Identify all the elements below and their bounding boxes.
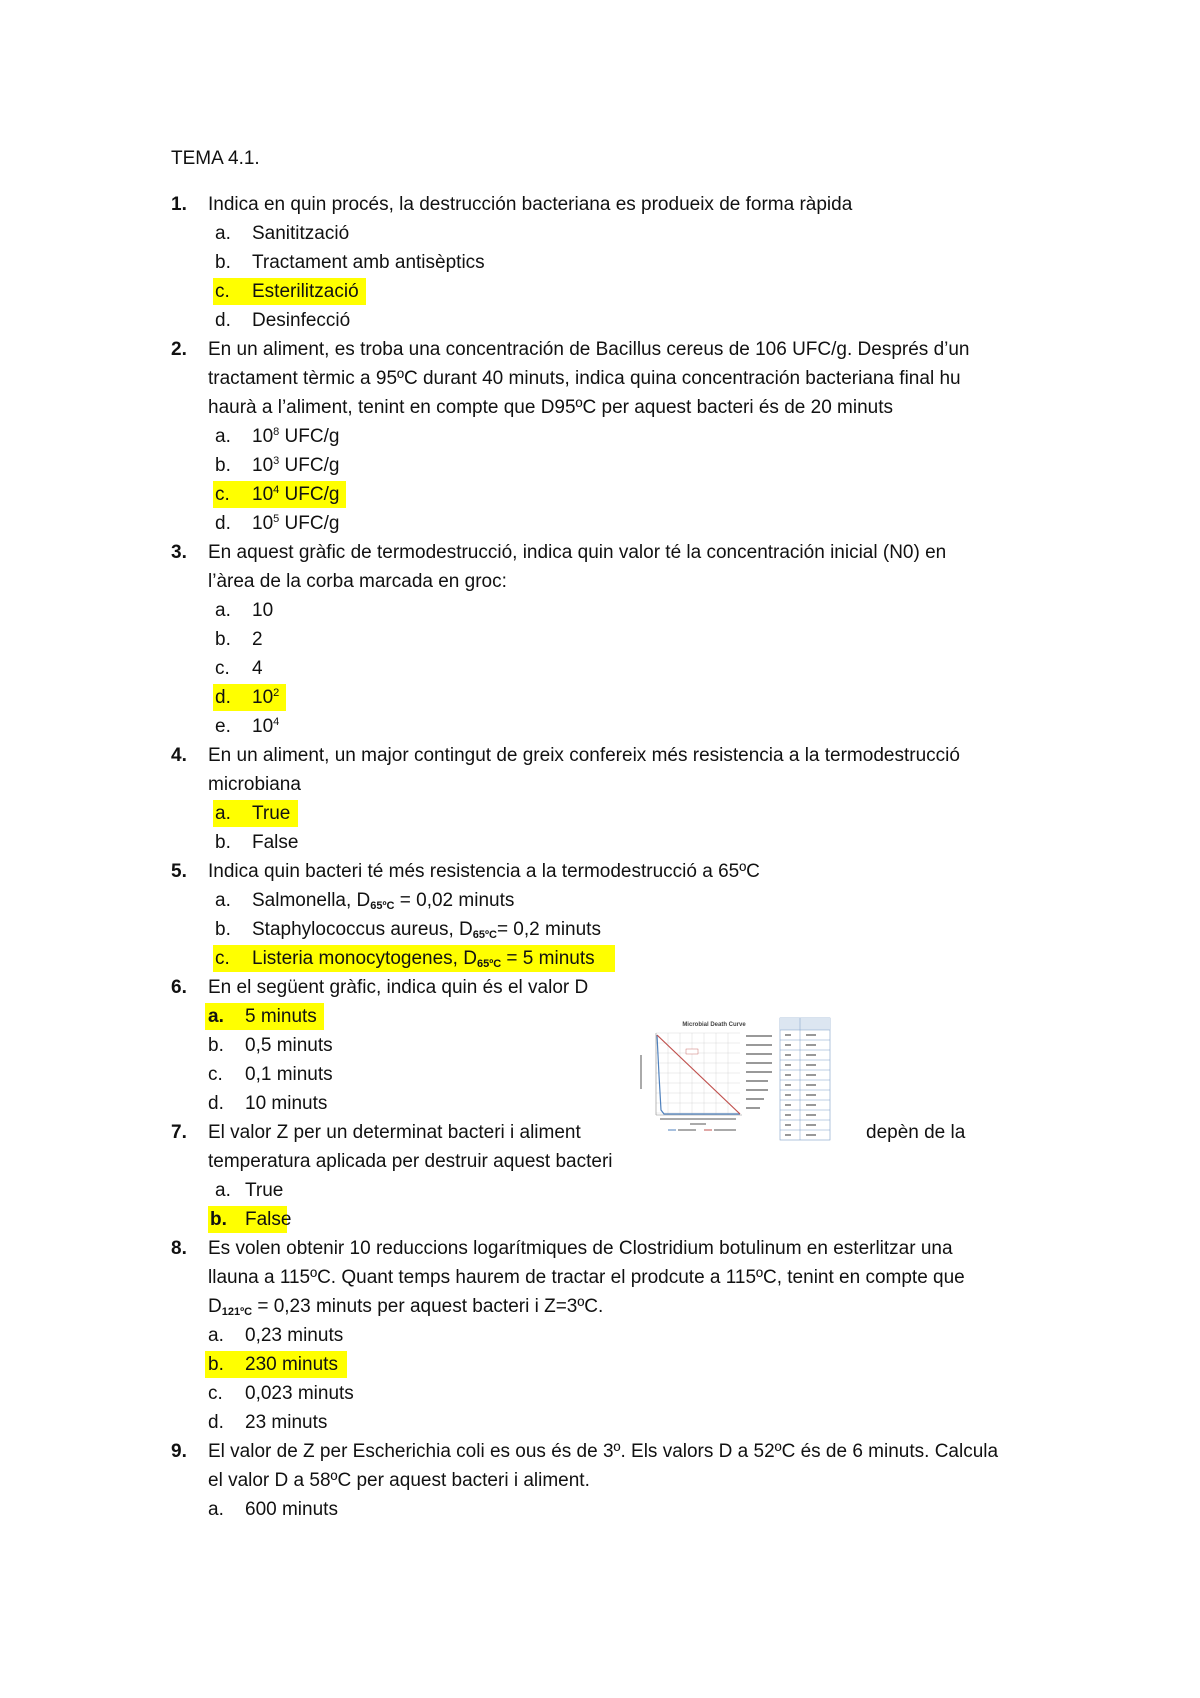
- question-number: 8.: [171, 1238, 187, 1259]
- question-text: Indica quin bacteri té més resistencia a la termodestrucció a 65ºC: [208, 861, 760, 882]
- chart-legend-ticks: [746, 1035, 772, 1109]
- question-number: 6.: [171, 977, 187, 998]
- document-page: TEMA 4.1. 1. Indica en quin procés, la destrucción bacteriana es produeix de forma ràpida a. Sanitització b. Tractament amb antisèptics c. Esterilització d. Desinfecció 2. En un aliment, es troba una concentración de Bacillus cereus de 106 UFC/g. Després d’un tractament tèrmic a 95ºC durant 40 minuts, indica quina concentración bacteriana final hu haurà a l’aliment, tenint en compte que D95ºC per aquest bacteri és de 20 minuts a. $10^8$ UFC/g b. $10^3$ UFC/g c. $10^4$ UFC/g d. $10^5$ UFC/g 3. En aquest gràfic de termodestrucció, indica quin valor té la concentración inicial (N0) en l’àrea de la corba marcada en groc: a. 10 b. 2 c. 4 d. $10^2$ e. $10^4$ 4. En un aliment, un major contingut de greix confereix més resistencia a la termodestrucció microbiana a. True b. False 5. Indica quin bacteri té més resistencia a la termodestrucció a 65ºC a. Salmonella, $D_{65ºC} = 0,02$ minuts b. Staphylococcus aureus, $D_{65ºC}= 0,2$ minuts c. Listeria monocytogenes, $D_{65ºC} = 5$ minuts 6. En el següent gràfic, indica quin és el valor D a. 5 minuts b. 0,5 minuts c. 0,1 minuts d. 10 minuts Microbial Death Curve 7. El valor Z per un determinat bacteri i aliment depèn de la temperatura aplicada per destruir aquest bacteri a. True b. False 8. Es volen obtenir 10 reduccions logarítmiques de Clostridium botulinum en esterlitzar una llauna a 115ºC. Quant temps haurem de tractar el prodcute a 115ºC, tenint en compte que $D_{121ºC} = 0,23$ minuts per aquest bacteri i Z=3ºC. a. 0,23 minuts b. 230 minuts c. 0,023 minuts d. 23 minuts 9. El valor de Z per Escherichia coli es ous és de 3º. Els valors D a 52ºC és de 6 minuts. Calcula el valor D a 58ºC per aquest bacteri i aliment. a. 600 minuts: [171, 148, 999, 1520]
- chart-x-ticks: [660, 1118, 736, 1125]
- question-number: 9.: [171, 1441, 187, 1462]
- chart-title: Microbial Death Curve: [682, 1022, 746, 1028]
- chart-series-line-red: [657, 1035, 740, 1114]
- chart-annotation-box: [686, 1049, 698, 1054]
- question-text: En el següent gràfic, indica quin és el valor D: [208, 977, 589, 998]
- question-text: Indica en quin procés, la destrucción bacteriana es produeix de forma ràpida: [208, 194, 853, 215]
- question-number: 7.: [171, 1122, 187, 1143]
- question-number: 5.: [171, 861, 187, 882]
- question-text: Es volen obtenir 10 reduccions logarítmiques de Clostridium botulinum en esterlitzar una: [208, 1238, 953, 1259]
- chart-y-label: [640, 1055, 642, 1089]
- question-text: En aquest gràfic de termodestrucció, indica quin valor té la concentración inicial (N0) en: [208, 542, 947, 563]
- page-title: TEMA 4.1.: [171, 148, 260, 169]
- chart-bottom-legend: [668, 1129, 736, 1131]
- question-text: El valor Z per un determinat bacteri i aliment: [208, 1122, 581, 1143]
- question-text: En un aliment, es troba una concentración de Bacillus cereus de 106 UFC/g. Després d’un: [208, 339, 970, 360]
- question-text: El valor de Z per Escherichia coli es ous és de 3º. Els valors D a 52ºC és de 6 minuts. Calcula: [208, 1441, 999, 1462]
- microbial-death-curve-chart: [632, 1015, 832, 1143]
- question-text: En un aliment, un major contingut de greix confereix més resistencia a la termodestrucció: [208, 745, 960, 766]
- question-number: 2.: [171, 339, 187, 360]
- question-number: 1.: [171, 194, 187, 215]
- question-number: 4.: [171, 745, 187, 766]
- data-table-thumbnail: [780, 1018, 830, 1140]
- question-number: 3.: [171, 542, 187, 563]
